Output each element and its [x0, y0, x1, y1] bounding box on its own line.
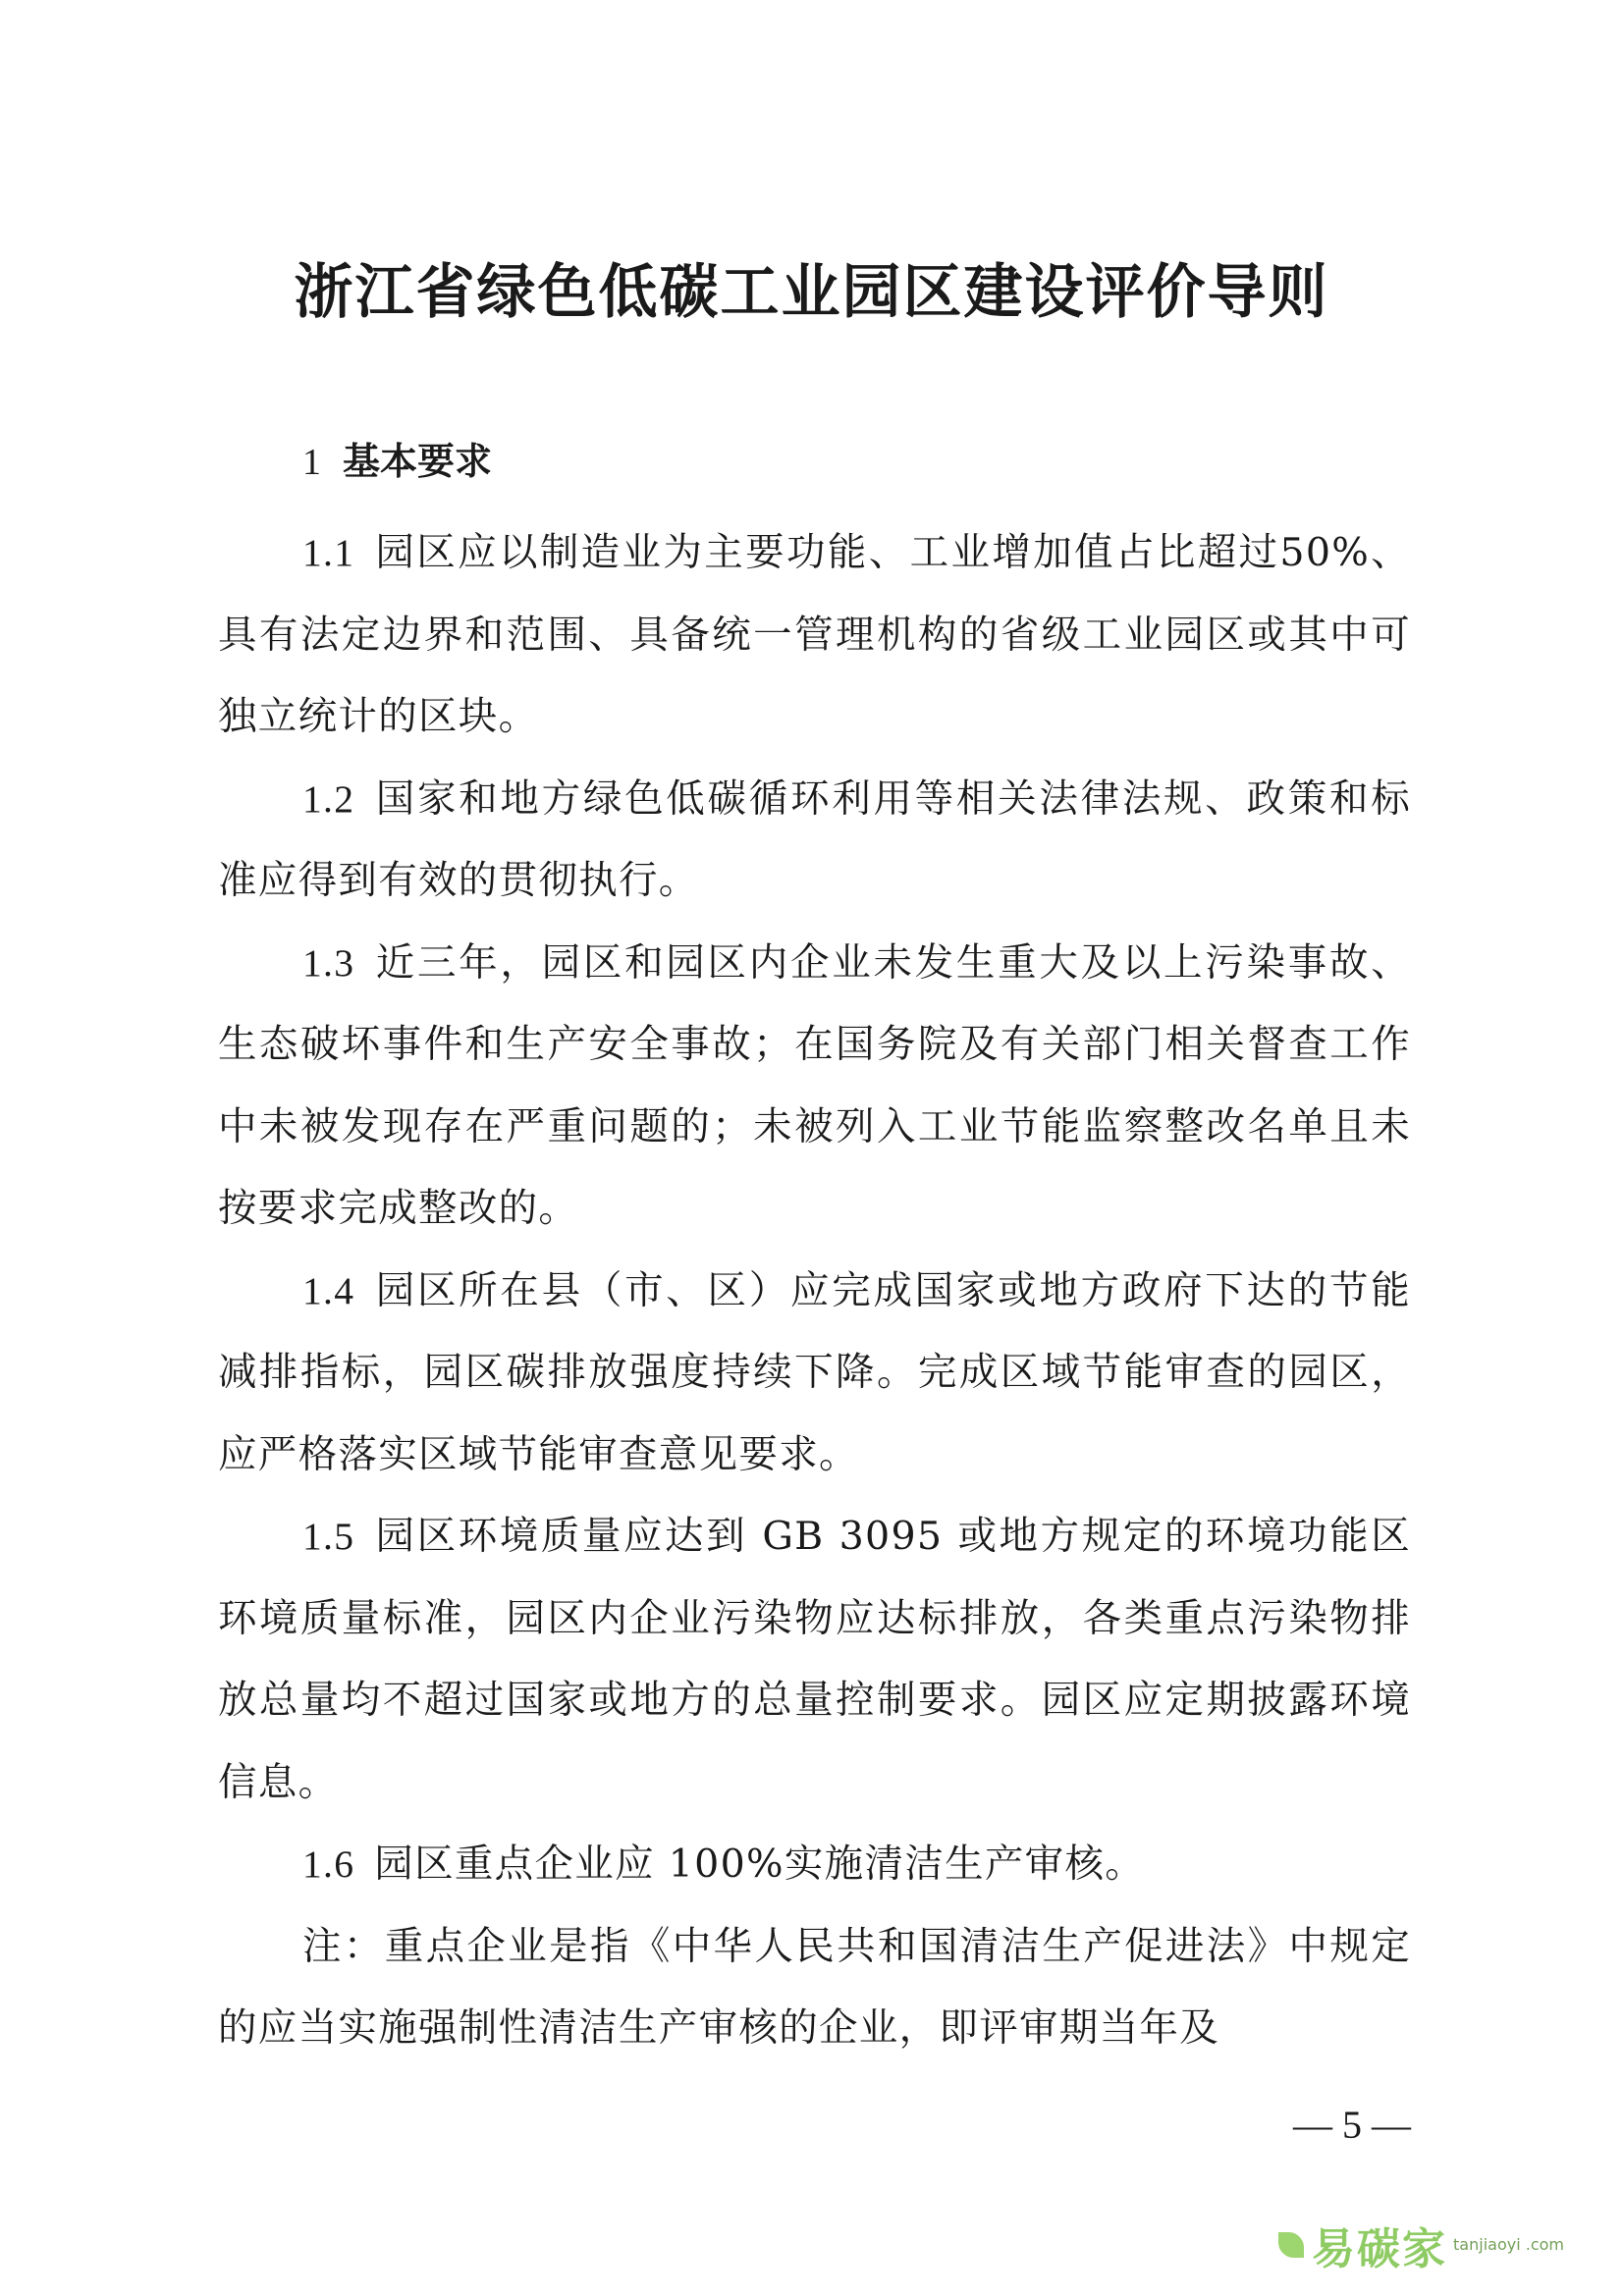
watermark-logo [1278, 2214, 1564, 2276]
paragraph-note [218, 1906, 1411, 2070]
leaf-icon [1278, 2232, 1304, 2258]
paragraph-text: 园区环境质量应达到 GB 3095 或地方规定的环境功能区环境质量标准，园区内企业污染物应达标排放，各类重点污染物排放总量均不超过国家或地方的总量控制要求。园区应定期披露环境信息。 [218, 1514, 1411, 1805]
paragraph-1-4 [218, 1251, 1411, 1497]
paragraph-1-2 [218, 759, 1411, 923]
paragraph-number: 1.1 [302, 531, 355, 574]
paragraph-number: 1.4 [302, 1268, 355, 1312]
paragraph-number: 1.6 [302, 1842, 355, 1886]
paragraph-number: 1.2 [302, 776, 355, 821]
page-number: — 5 — [1293, 2103, 1411, 2147]
paragraph-text: 园区重点企业应 100%实施清洁生产审核。 [374, 1842, 1146, 1887]
section-number: 1 [302, 442, 321, 483]
paragraph-1-3 [218, 923, 1411, 1251]
section-heading-text: 基本要求 [343, 439, 493, 483]
paragraph-number: 1.5 [302, 1515, 355, 1558]
note-label: 注： [302, 1923, 385, 1969]
paragraph-1-5 [218, 1496, 1411, 1824]
document-title: 浙江省绿色低碳工业园区建设评价导则 [294, 258, 1329, 327]
paragraph-number: 1.3 [302, 940, 355, 985]
paragraph-text: 园区应以制造业为主要功能、工业增加值占比超过50%、具有法定边界和范围、具备统一管理机构的省级工业园区或其中可独立统计的区块。 [218, 530, 1411, 739]
watermark-brand: 易碳家 [1312, 2224, 1448, 2274]
watermark-domain: tanjiaoyi .com [1453, 2235, 1564, 2254]
document-body [218, 512, 1411, 2070]
paragraph-text: 重点企业是指《中华人民共和国清洁生产促进法》中规定的应当实施强制性清洁生产审核的企业，即评审期当年及 [218, 1923, 1412, 2051]
paragraph-text: 国家和地方绿色低碳循环利用等相关法律法规、政策和标准应得到有效的贯彻执行。 [218, 775, 1411, 903]
paragraph-text: 园区所在县（市、区）应完成国家或地方政府下达的节能减排指标，园区碳排放强度持续下降。完成区域节能审查的园区，应严格落实区域节能审查意见要求。 [218, 1267, 1411, 1477]
paragraph-1-1 [218, 512, 1411, 759]
section-heading [302, 432, 492, 492]
paragraph-1-6 [218, 1824, 1411, 1906]
paragraph-text: 近三年，园区和园区内企业未发生重大及以上污染事故、生态破坏事件和生产安全事故；在国务院及有关部门相关督查工作中未被发现存在严重问题的；未被列入工业节能监察整改名单且未按要求完成整改的。 [218, 939, 1411, 1231]
